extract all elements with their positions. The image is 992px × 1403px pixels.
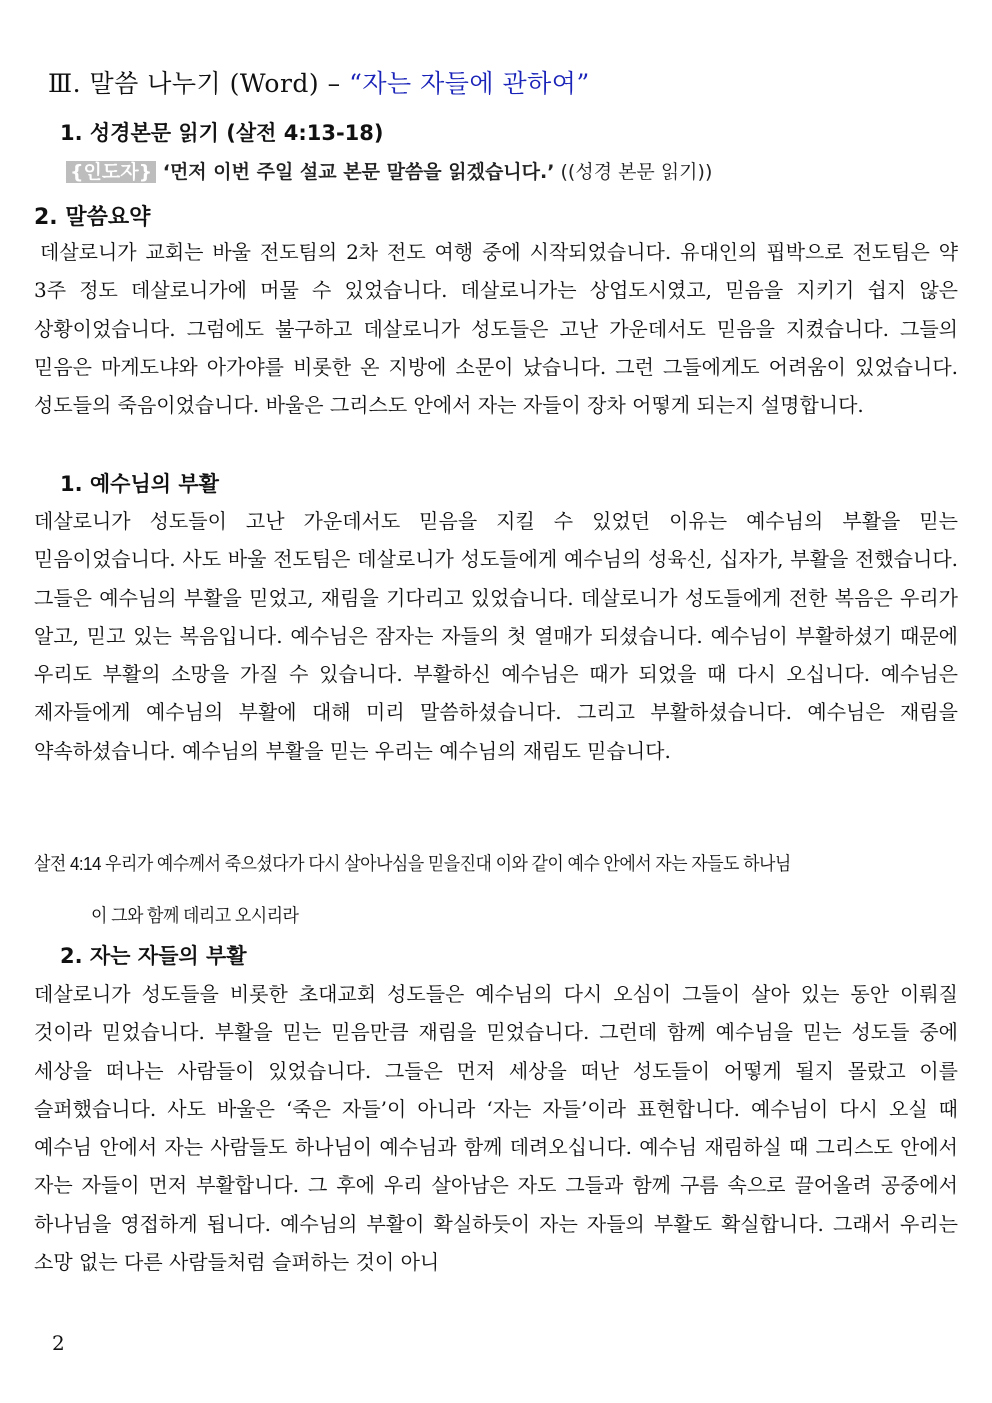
section-title [48, 64, 590, 100]
leader-note: ((성경 본문 읽기)) [554, 161, 713, 183]
verse-line-2: 이 그와 함께 데리고 오시리라 [91, 905, 299, 926]
summary-heading: 2. 말씀요약 [34, 205, 151, 230]
point1-heading: 1. 예수님의 부활 [60, 472, 219, 496]
point2-heading: 2. 자는 자들의 부활 [60, 944, 247, 968]
verse-line-1: 살전 4:14 우리가 예수께서 죽으셨다가 다시 살아나심을 믿을진대 이와 같이 예수 안에서 자는 자들도 하나님 [34, 853, 791, 874]
section-title-quote: “자는 자들에 관하여” [349, 69, 590, 98]
summary-paragraph: 데살로니가 교회는 바울 전도팀의 2차 전도 여행 중에 시작되었습니다. 유대인의 핍박으로 전도팀은 약 3주 정도 데살로니가에 머물 수 있었습니다. 데살로니가는 상업도시였고, 믿음을 지키기 쉽지 않은 상황이었습니다. 그럼에도 불구하고 데살로니가 성도들은 고난 가운데서도 믿음을 지켰습니다. 그들의 믿음은 마게도냐와 아가야를 비롯한 온 지방에 소문이 났습니다. 그런 그들에게도 어려움이 있었습니다. 성도들의 죽음이었습니다. 바울은 그리스도 안에서 자는 자들이 장차 어떻게 되는지 설명합니다. [34, 240, 958, 418]
page-number: 2 [52, 1331, 65, 1355]
leader-instruction [66, 157, 712, 184]
point2-paragraph: 데살로니가 성도들을 비롯한 초대교회 성도들은 예수님의 다시 오심이 그들이 살아 있는 동안 이뤄질 것이라 믿었습니다. 부활을 믿는 믿음만큼 재림을 믿었습니다. 그런데 함께 예수님을 믿는 성도들 중에 세상을 떠나는 사람들이 있었습니다. 그들은 먼저 세상을 떠난 성도들이 어떻게 될지 몰랐고 이를 슬퍼했습니다. 사도 바울은 ‘죽은 자들’이 아니라 ‘자는 자들’이라 표현합니다. 예수님이 다시 오실 때 예수님 안에서 자는 사람들도 하나님이 예수님과 함께 데려오십니다. 예수님 재림하실 때 그리스도 안에서 자는 자들이 먼저 부활합니다. 그 후에 우리 살아남은 자도 그들과 함께 구름 속으로 끌어올려 공중에서 하나님을 영접하게 됩니다. 예수님의 부활이 확실하듯이 자는 자들의 부활도 확실합니다. 그래서 우리는 소망 없는 다른 사람들처럼 슬퍼하는 것이 아니 [34, 982, 958, 1275]
bible-verse [34, 838, 958, 942]
leader-tag: {인도자} [66, 161, 156, 183]
leader-text: ‘먼저 이번 주일 설교 본문 말씀을 읽겠습니다.’ [156, 161, 555, 183]
reading-heading: 1. 성경본문 읽기 (살전 4:13-18) [60, 121, 384, 145]
point1-paragraph: 데살로니가 성도들이 고난 가운데서도 믿음을 지킬 수 있었던 이유는 예수님의 부활을 믿는 믿음이었습니다. 사도 바울 전도팀은 데살로니가 성도들에게 예수님의 성육신, 십자가, 부활을 전했습니다. 그들은 예수님의 부활을 믿었고, 재림을 기다리고 있었습니다. 데살로니가 성도들에게 전한 복음은 우리가 알고, 믿고 있는 복음입니다. 예수님은 잠자는 자들의 첫 열매가 되셨습니다. 예수님이 부활하셨기 때문에 우리도 부활의 소망을 가질 수 있습니다. 부활하신 예수님은 때가 되었을 때 다시 오십니다. 예수님은 제자들에게 예수님의 부활에 대해 미리 말씀하셨습니다. 그리고 부활하셨습니다. 예수님은 재림을 약속하셨습니다. 예수님의 부활을 믿는 우리는 예수님의 재림도 믿습니다. [34, 509, 958, 763]
section-title-prefix: Ⅲ. 말씀 나누기 (Word) – [48, 69, 350, 98]
